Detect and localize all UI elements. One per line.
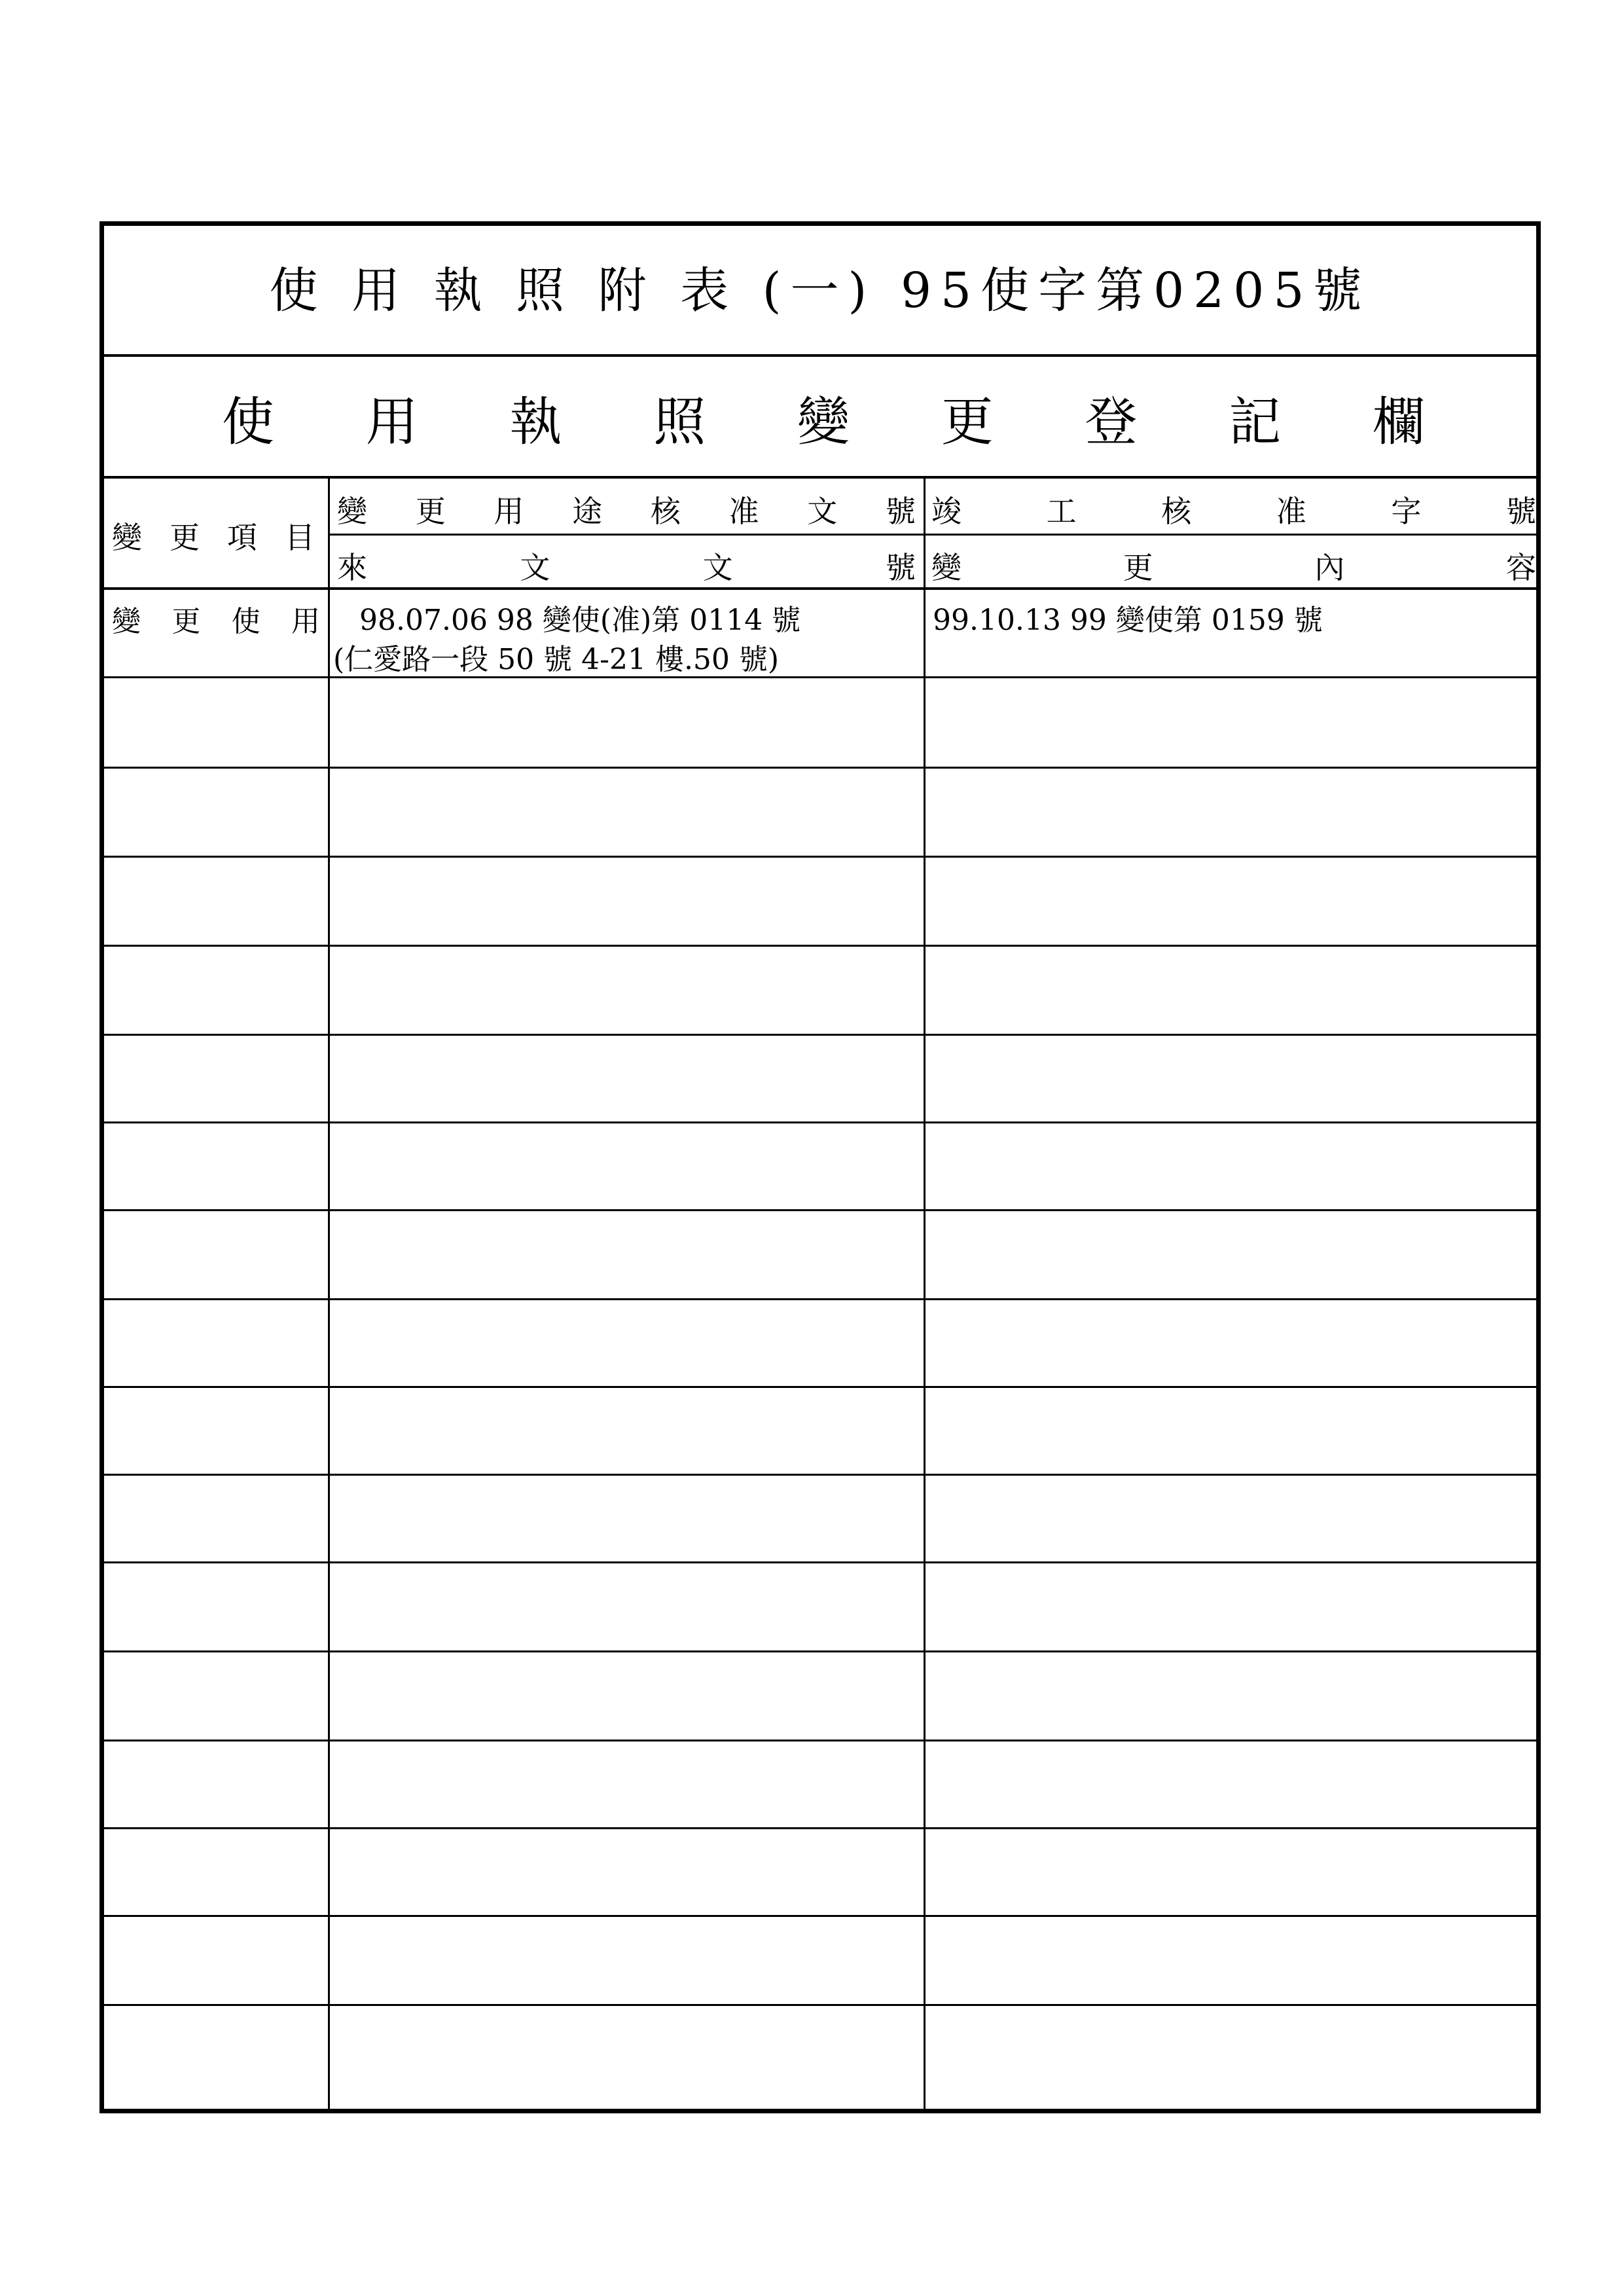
- column-divider: [328, 476, 330, 2109]
- row-divider: [104, 945, 1536, 947]
- subtitle-char: 更: [941, 392, 994, 452]
- row-divider: [104, 1034, 1536, 1036]
- header-incoming-doc-no: 來 文 文 號: [337, 550, 916, 585]
- subtitle-char: 執: [509, 392, 562, 452]
- form-frame: [99, 221, 1541, 2113]
- row-approval-line2: (仁愛路一段 50 號 4-21 樓.50 號): [333, 643, 780, 676]
- subtitle-char: 照: [653, 392, 706, 452]
- row-divider: [104, 767, 1536, 769]
- row-divider: [104, 856, 1536, 858]
- row-divider: [104, 1650, 1536, 1652]
- divider: [104, 476, 1536, 479]
- row-divider: [104, 1386, 1536, 1388]
- row-divider: [104, 1915, 1536, 1917]
- subtitle-char: 記: [1229, 392, 1282, 452]
- row-divider: [104, 1474, 1536, 1476]
- divider: [104, 587, 1536, 590]
- row-divider: [104, 1561, 1536, 1563]
- header-change-item: 變 更 項 目: [112, 520, 315, 555]
- subtitle-char: 欄: [1373, 392, 1425, 452]
- subtitle-char: 使: [222, 392, 274, 452]
- row-divider: [104, 1740, 1536, 1741]
- subtitle-char: 用: [365, 392, 418, 452]
- divider: [104, 354, 1536, 357]
- column-divider: [924, 476, 926, 2109]
- header-change-content: 變 更 內 容: [931, 550, 1536, 585]
- subtitle-char: 變: [797, 392, 850, 452]
- subtitle-char: 登: [1085, 392, 1138, 452]
- form-title: 使 用 執 照 附 表 (一) 95使字第0205號: [269, 263, 1371, 319]
- divider: [328, 534, 1536, 536]
- row-divider: [104, 2004, 1536, 2006]
- header-approval-doc-no: 變 更 用 途 核 准 文 號: [337, 494, 916, 529]
- row-divider: [104, 1209, 1536, 1211]
- row-divider: [104, 1827, 1536, 1829]
- row-divider: [104, 1121, 1536, 1123]
- form-subtitle: [222, 380, 1425, 455]
- row-divider: [104, 676, 1536, 678]
- row-item: 變 更 使 用: [112, 605, 320, 638]
- row-divider: [104, 1298, 1536, 1300]
- header-completion-no: 竣 工 核 准 字 號: [931, 494, 1536, 529]
- row-completion-line1: 99.10.13 99 變使第 0159 號: [933, 604, 1323, 637]
- row-approval-line1: 98.07.06 98 變使(准)第 0114 號: [359, 604, 801, 637]
